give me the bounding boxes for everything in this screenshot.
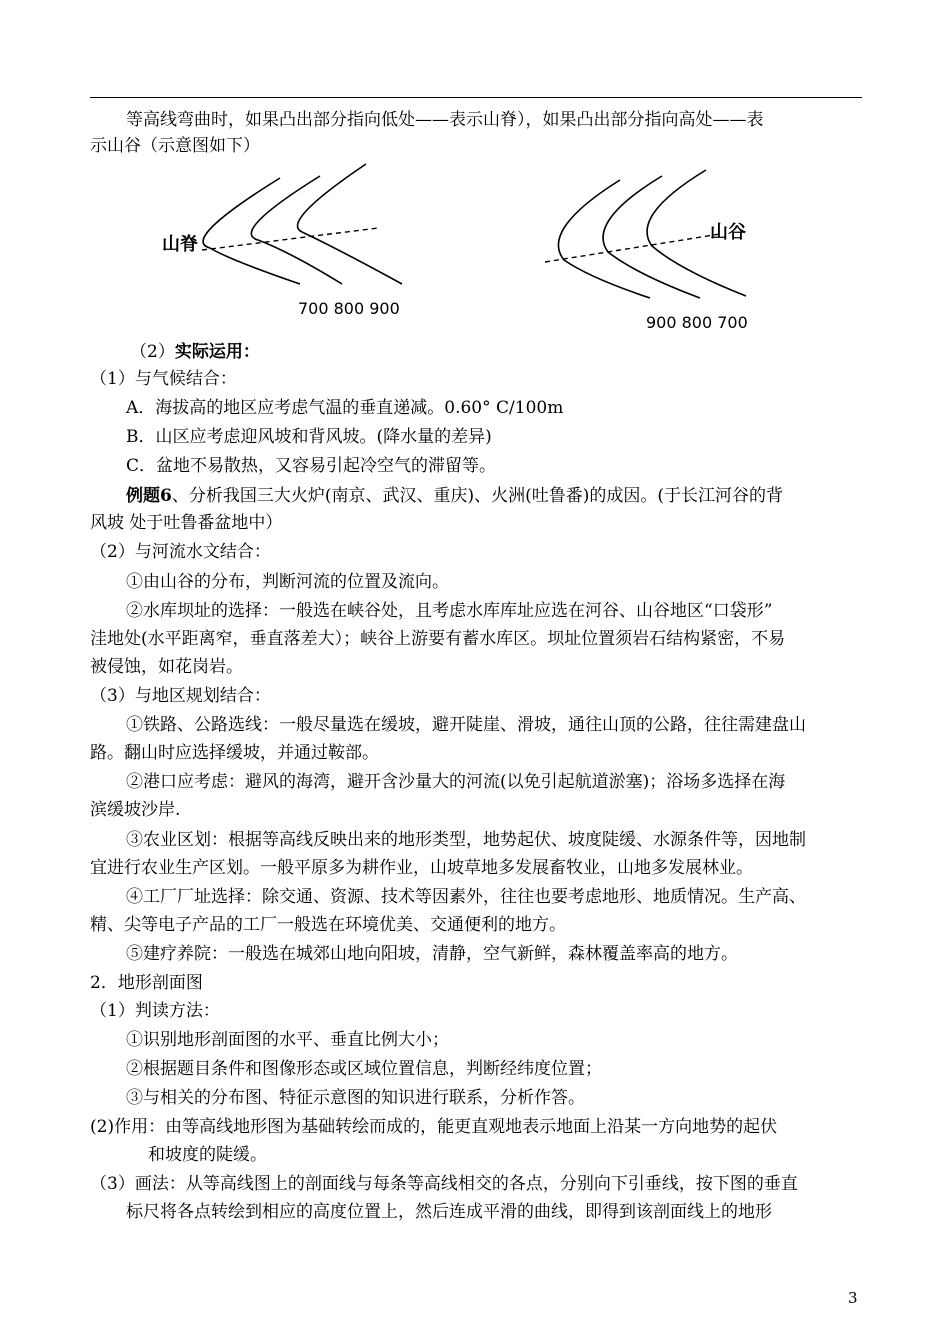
profile-use-line-2: 和坡度的陡缓。 xyxy=(148,1145,267,1165)
climate-item-a: A．海拔高的地区应考虑气温的垂直递减。0.60° C/100m xyxy=(126,398,564,418)
profile-method-2: ②根据题目条件和图像形态或区域位置信息，判断经纬度位置； xyxy=(126,1059,602,1079)
profile-method-1: ①识别地形剖面图的水平、垂直比例大小； xyxy=(126,1030,449,1050)
planning-item-2-line-1: ②港口应考虑：避风的海湾，避开含沙量大的河流(以免引起航道淤塞)；浴场多选择在海 xyxy=(126,772,786,792)
planning-item-3-line-2: 宜进行农业生产区划。一般平原多为耕作业，山坡草地多发展畜牧业，山地多发展林业。 xyxy=(90,858,753,878)
climate-heading: （1）与气候结合： xyxy=(90,369,237,389)
ridge-contour-800 xyxy=(251,176,342,284)
profile-use-line-1: (2)作用：由等高线地形图为基础转绘而成的，能更直观地表示地面上沿某一方向地势的起伏 xyxy=(90,1117,778,1137)
example-line-2: 风坡 处于吐鲁番盆地中） xyxy=(90,513,283,533)
planning-item-5: ⑤建疗养院：一般选在城郊山地向阳坡，清静，空气新鲜，森林覆盖率高的地方。 xyxy=(126,944,738,964)
planning-item-4-line-1: ④工厂厂址选择：除交通、资源、技术等因素外，往往也要考虑地形、地质情况。生产高、 xyxy=(126,887,806,907)
valley-label: 山谷 xyxy=(710,222,746,243)
ridge-contour-900 xyxy=(298,164,402,284)
ridge-values: 700 800 900 xyxy=(298,299,400,318)
valley-axis-line xyxy=(545,234,720,262)
example-text: 、分析我国三大火炉(南京、武汉、重庆)、火洲(吐鲁番)的成因。(于长江河谷的背 xyxy=(171,486,784,506)
ridge-valley-diagram xyxy=(90,160,862,340)
intro-line-1: 等高线弯曲时，如果凸出部分指向低处——表示山脊），如果凸出部分指向高处——表 xyxy=(126,110,764,130)
profile-heading: 2．地形剖面图 xyxy=(90,973,203,993)
hydrology-heading: （2）与河流水文结合： xyxy=(90,542,271,562)
profile-method-heading: （1）判读方法： xyxy=(90,1001,220,1021)
planning-item-4-line-2: 精、尖等电子产品的工厂一般选在环境优美、交通便利的地方。 xyxy=(90,915,566,935)
planning-item-1-line-1: ①铁路、公路选线：一般尽量选在缓坡，避开陡崖、滑坡，通往山顶的公路，往往需建盘山 xyxy=(126,715,806,735)
hydrology-item-2-line-3: 被侵蚀，如花岗岩。 xyxy=(90,657,243,677)
profile-draw-line-2: 标尺将各点转绘到相应的高度位置上，然后连成平滑的曲线，即得到该剖面线上的地形 xyxy=(126,1202,772,1222)
example-line-1 xyxy=(126,484,783,508)
page-number: 3 xyxy=(848,1289,858,1307)
planning-item-2-line-2: 滨缓坡沙岸. xyxy=(90,800,181,820)
planning-heading: （3）与地区规划结合： xyxy=(90,686,271,706)
ridge-diagram xyxy=(202,164,402,284)
profile-draw-line-1: （3）画法：从等高线图上的剖面线与每条等高线相交的各点，分别向下引垂线，按下图的垂直 xyxy=(90,1174,798,1194)
valley-values: 900 800 700 xyxy=(646,313,748,332)
valley-contour-900 xyxy=(558,180,650,298)
section-practical-heading xyxy=(130,340,260,364)
climate-item-b: B．山区应考虑迎风坡和背风坡。(降水量的差异) xyxy=(126,427,492,447)
ridge-label: 山脊 xyxy=(162,234,198,255)
hydrology-item-2-line-1: ②水库坝址的选择：一般选在峡谷处，且考虑水库库址应选在河谷、山谷地区“口袋形” xyxy=(126,601,773,621)
hydrology-item-2-line-2: 洼地处(水平距离窄，垂直落差大）；峡谷上游要有蓄水库区。坝址位置须岩石结构紧密，不易 xyxy=(90,629,786,649)
profile-method-3: ③与相关的分布图、特征示意图的知识进行联系，分析作答。 xyxy=(126,1088,585,1108)
planning-item-1-line-2: 路。翻山时应选择缓坡，并通过鞍部。 xyxy=(90,743,379,763)
climate-item-c: C．盆地不易散热，又容易引起冷空气的滞留等。 xyxy=(126,456,497,476)
section-practical-bold: 实际运用： xyxy=(174,342,260,362)
example-label: 例题6 xyxy=(126,486,172,506)
valley-contour-800 xyxy=(603,176,700,298)
section-practical-prefix: （2） xyxy=(130,342,175,362)
intro-line-2: 示山谷（示意图如下） xyxy=(90,136,260,156)
hydrology-item-1: ①由山谷的分布，判断河流的位置及流向。 xyxy=(126,572,449,592)
header-rule xyxy=(90,97,862,98)
ridge-axis-line xyxy=(202,228,378,250)
planning-item-3-line-1: ③农业区划：根据等高线反映出来的地形类型，地势起伏、坡度陡缓、水源条件等，因地制 xyxy=(126,830,806,850)
